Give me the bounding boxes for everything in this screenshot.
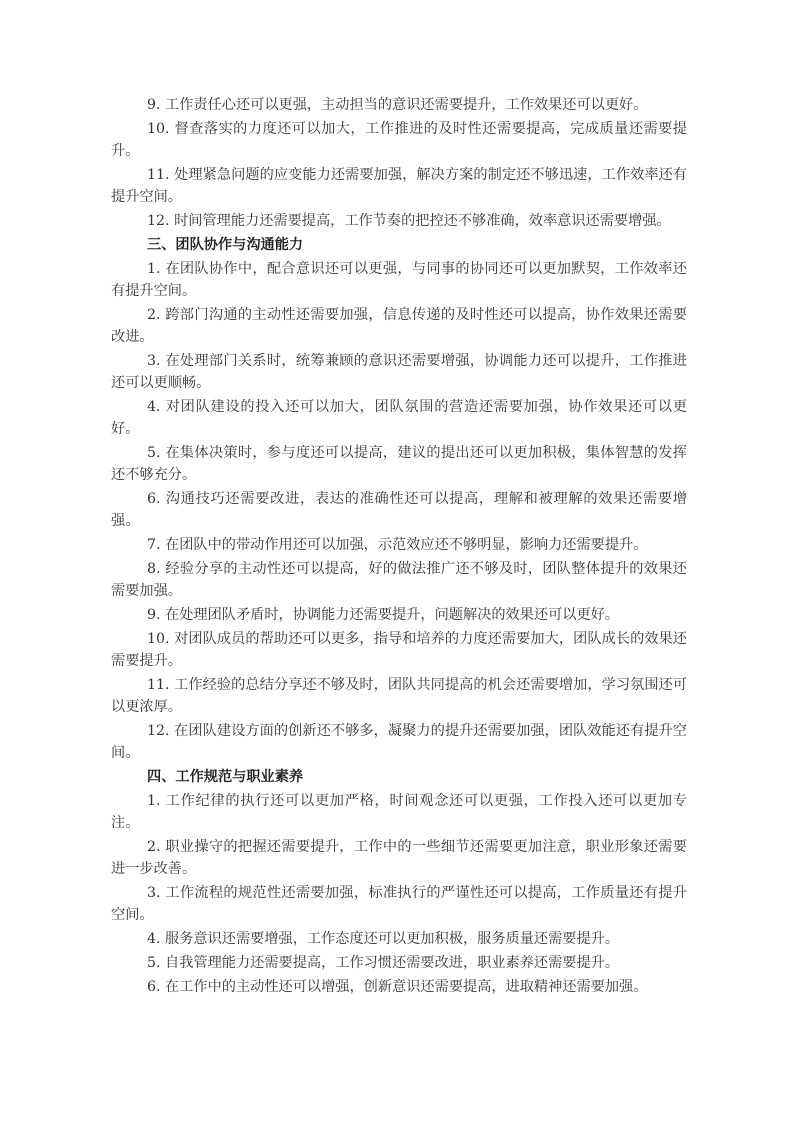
teamwork-item: 5. 在集体决策时，参与度还可以提高，建议的提出还可以更加积极，集体智慧的发挥还不够充分。 [111,445,687,483]
professionalism-item: 1. 工作纪律的执行还可以更加严格，时间观念还可以更强，工作投入还可以更加专注。 [111,793,687,831]
document-page [111,94,687,1000]
paragraph-item-12: 12. 时间管理能力还需要提高，工作节奏的把控还不够准确，效率意识还需要增强。 [147,213,671,229]
paragraph-item-10: 10. 督查落实的力度还可以加大，工作推进的及时性还需要提高，完成质量还需要提升。 [111,121,687,159]
teamwork-item: 3. 在处理部门关系时，统筹兼顾的意识还需要增强，协调能力还可以提升，工作推进还可以更顺畅。 [111,353,687,391]
teamwork-item: 2. 跨部门沟通的主动性还需要加强，信息传递的及时性还可以提高，协作效果还需要改进。 [111,307,687,345]
professionalism-item: 5. 自我管理能力还需要提高，工作习惯还需要改进，职业素养还需要提升。 [147,955,620,971]
teamwork-item: 4. 对团队建设的投入还可以加大，团队氛围的营造还需要加强，协作效果还可以更好。 [111,399,687,437]
professionalism-item: 3. 工作流程的规范性还需要加强，标准执行的严谨性还可以提高，工作质量还有提升空间。 [111,885,687,923]
teamwork-item: 11. 工作经验的总结分享还不够及时，团队共同提高的机会还需要增加，学习氛围还可以更浓厚。 [111,677,687,715]
professionalism-item: 6. 在工作中的主动性还可以增强，创新意识还需要提高，进取精神还需要加强。 [147,979,648,995]
teamwork-item: 9. 在处理团队矛盾时，协调能力还需要提升，问题解决的效果还可以更好。 [147,607,620,623]
paragraph-item-11: 11. 处理紧急问题的应变能力还需要加强，解决方案的制定还不够迅速，工作效率还有提升空间。 [111,167,687,205]
section-heading-teamwork: 三、团队协作与沟通能力 [147,237,304,253]
professionalism-item: 4. 服务意识还需要增强，工作态度还可以更加积极，服务质量还需要提升。 [147,931,620,947]
paragraph-item-9: 9. 工作责任心还可以更强，主动担当的意识还需要提升，工作效果还可以更好。 [147,97,648,113]
teamwork-item: 1. 在团队协作中，配合意识还可以更强，与同事的协同还可以更加默契，工作效率还有提升空间。 [111,261,687,299]
teamwork-item: 10. 对团队成员的帮助还可以更多，指导和培养的力度还需要加大，团队成长的效果还需要提升。 [111,631,687,669]
teamwork-item: 12. 在团队建设方面的创新还不够多，凝聚力的提升还需要加强，团队效能还有提升空间。 [111,723,687,761]
section-heading-professionalism: 四、工作规范与职业素养 [147,769,304,785]
teamwork-item: 7. 在团队中的带动作用还可以加强，示范效应还不够明显，影响力还需要提升。 [147,537,648,553]
teamwork-item: 8. 经验分享的主动性还可以提高，好的做法推广还不够及时，团队整体提升的效果还需要加强。 [111,561,687,599]
professionalism-item: 2. 职业操守的把握还需要提升，工作中的一些细节还需要更加注意，职业形象还需要进一步改善。 [111,839,687,877]
teamwork-item: 6. 沟通技巧还需要改进，表达的准确性还可以提高，理解和被理解的效果还需要增强。 [111,491,687,529]
